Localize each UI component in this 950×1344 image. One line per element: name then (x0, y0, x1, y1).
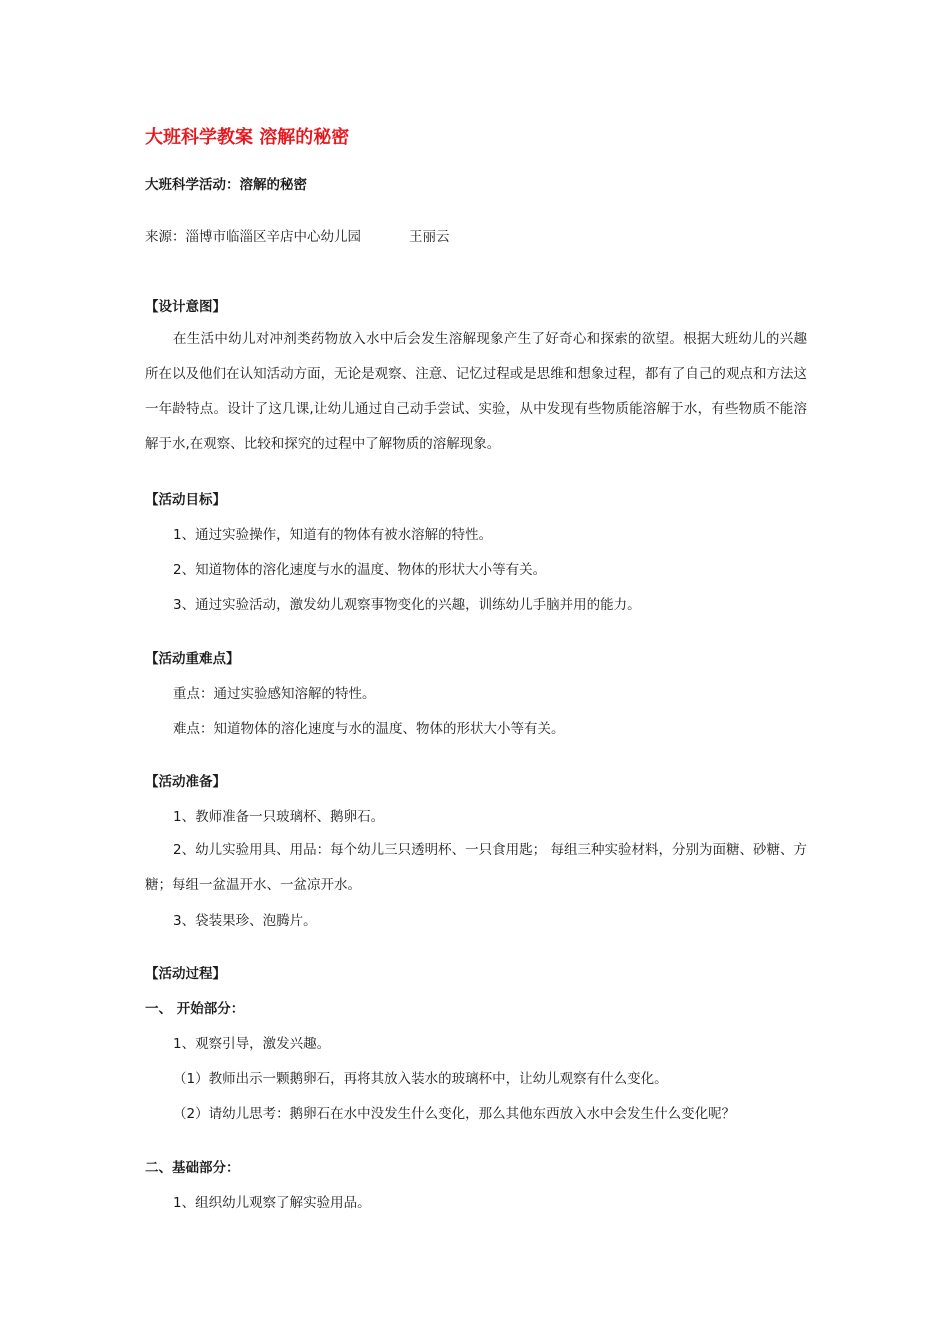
preparation-heading: 【活动准备】 (145, 774, 226, 790)
activity-subtitle: 大班科学活动：溶解的秘密 (145, 177, 307, 193)
design-paragraph: 在生活中幼儿对冲剂类药物放入水中后会发生溶解现象产生了好奇心和探索的欲望。根据大班幼儿的兴趣所在以及他们在认知活动方面，无论是观察、注意、记忆过程或是思维和想象过程，都有了自己的观点和方法这一年龄特点。设计了这几课,让幼儿通过自己动手尝试、实验，从中发现有些物质能溶解于水，有些物质不能溶解于水,在观察、比较和探究的过程中了解物质的溶解现象。 (145, 331, 807, 452)
part1-substep-1: （1）教师出示一颗鹅卵石，再将其放入装水的玻璃杯中，让幼儿观察有什么变化。 (173, 1071, 668, 1087)
key-point: 重点：通过实验感知溶解的特性。 (173, 686, 376, 702)
part1-heading: 一、 开始部分： (145, 1001, 245, 1017)
design-heading: 【设计意图】 (145, 299, 226, 315)
author-name: 王丽云 (409, 229, 450, 245)
goal-item-3: 3、通过实验活动，激发幼儿观察事物变化的兴趣，训练幼儿手脑并用的能力。 (173, 597, 641, 613)
key-points-heading: 【活动重难点】 (145, 651, 240, 667)
goal-item-2: 2、知道物体的溶化速度与水的温度、物体的形状大小等有关。 (173, 562, 547, 578)
goal-item-1: 1、通过实验操作，知道有的物体有被水溶解的特性。 (173, 527, 493, 543)
source-label: 来源：淄博市临淄区辛店中心幼儿园 (145, 229, 361, 245)
goals-heading: 【活动目标】 (145, 492, 226, 508)
process-heading: 【活动过程】 (145, 966, 226, 982)
part2-heading: 二、基础部分： (145, 1160, 240, 1176)
part1-substep-2: （2）请幼儿思考：鹅卵石在水中没发生什么变化，那么其他东西放入水中会发生什么变化呢？ (173, 1106, 736, 1122)
part1-step-1: 1、观察引导，激发兴趣。 (173, 1036, 331, 1052)
preparation-item-3: 3、袋装果珍、泡腾片。 (173, 913, 317, 929)
part2-step-1: 1、组织幼儿观察了解实验用品。 (173, 1195, 371, 1211)
source-line (145, 228, 450, 246)
preparation-item-2: 2、幼儿实验用具、用品：每个幼儿三只透明杯、一只食用匙； 每组三种实验材料，分别为面糖、砂糖、方糖；每组一盆温开水、一盆凉开水。 (145, 842, 807, 893)
page-title: 大班科学教案 溶解的秘密 (145, 127, 350, 148)
preparation-item-1: 1、教师准备一只玻璃杯、鹅卵石。 (173, 809, 385, 825)
difficult-point: 难点：知道物体的溶化速度与水的温度、物体的形状大小等有关。 (173, 721, 565, 737)
